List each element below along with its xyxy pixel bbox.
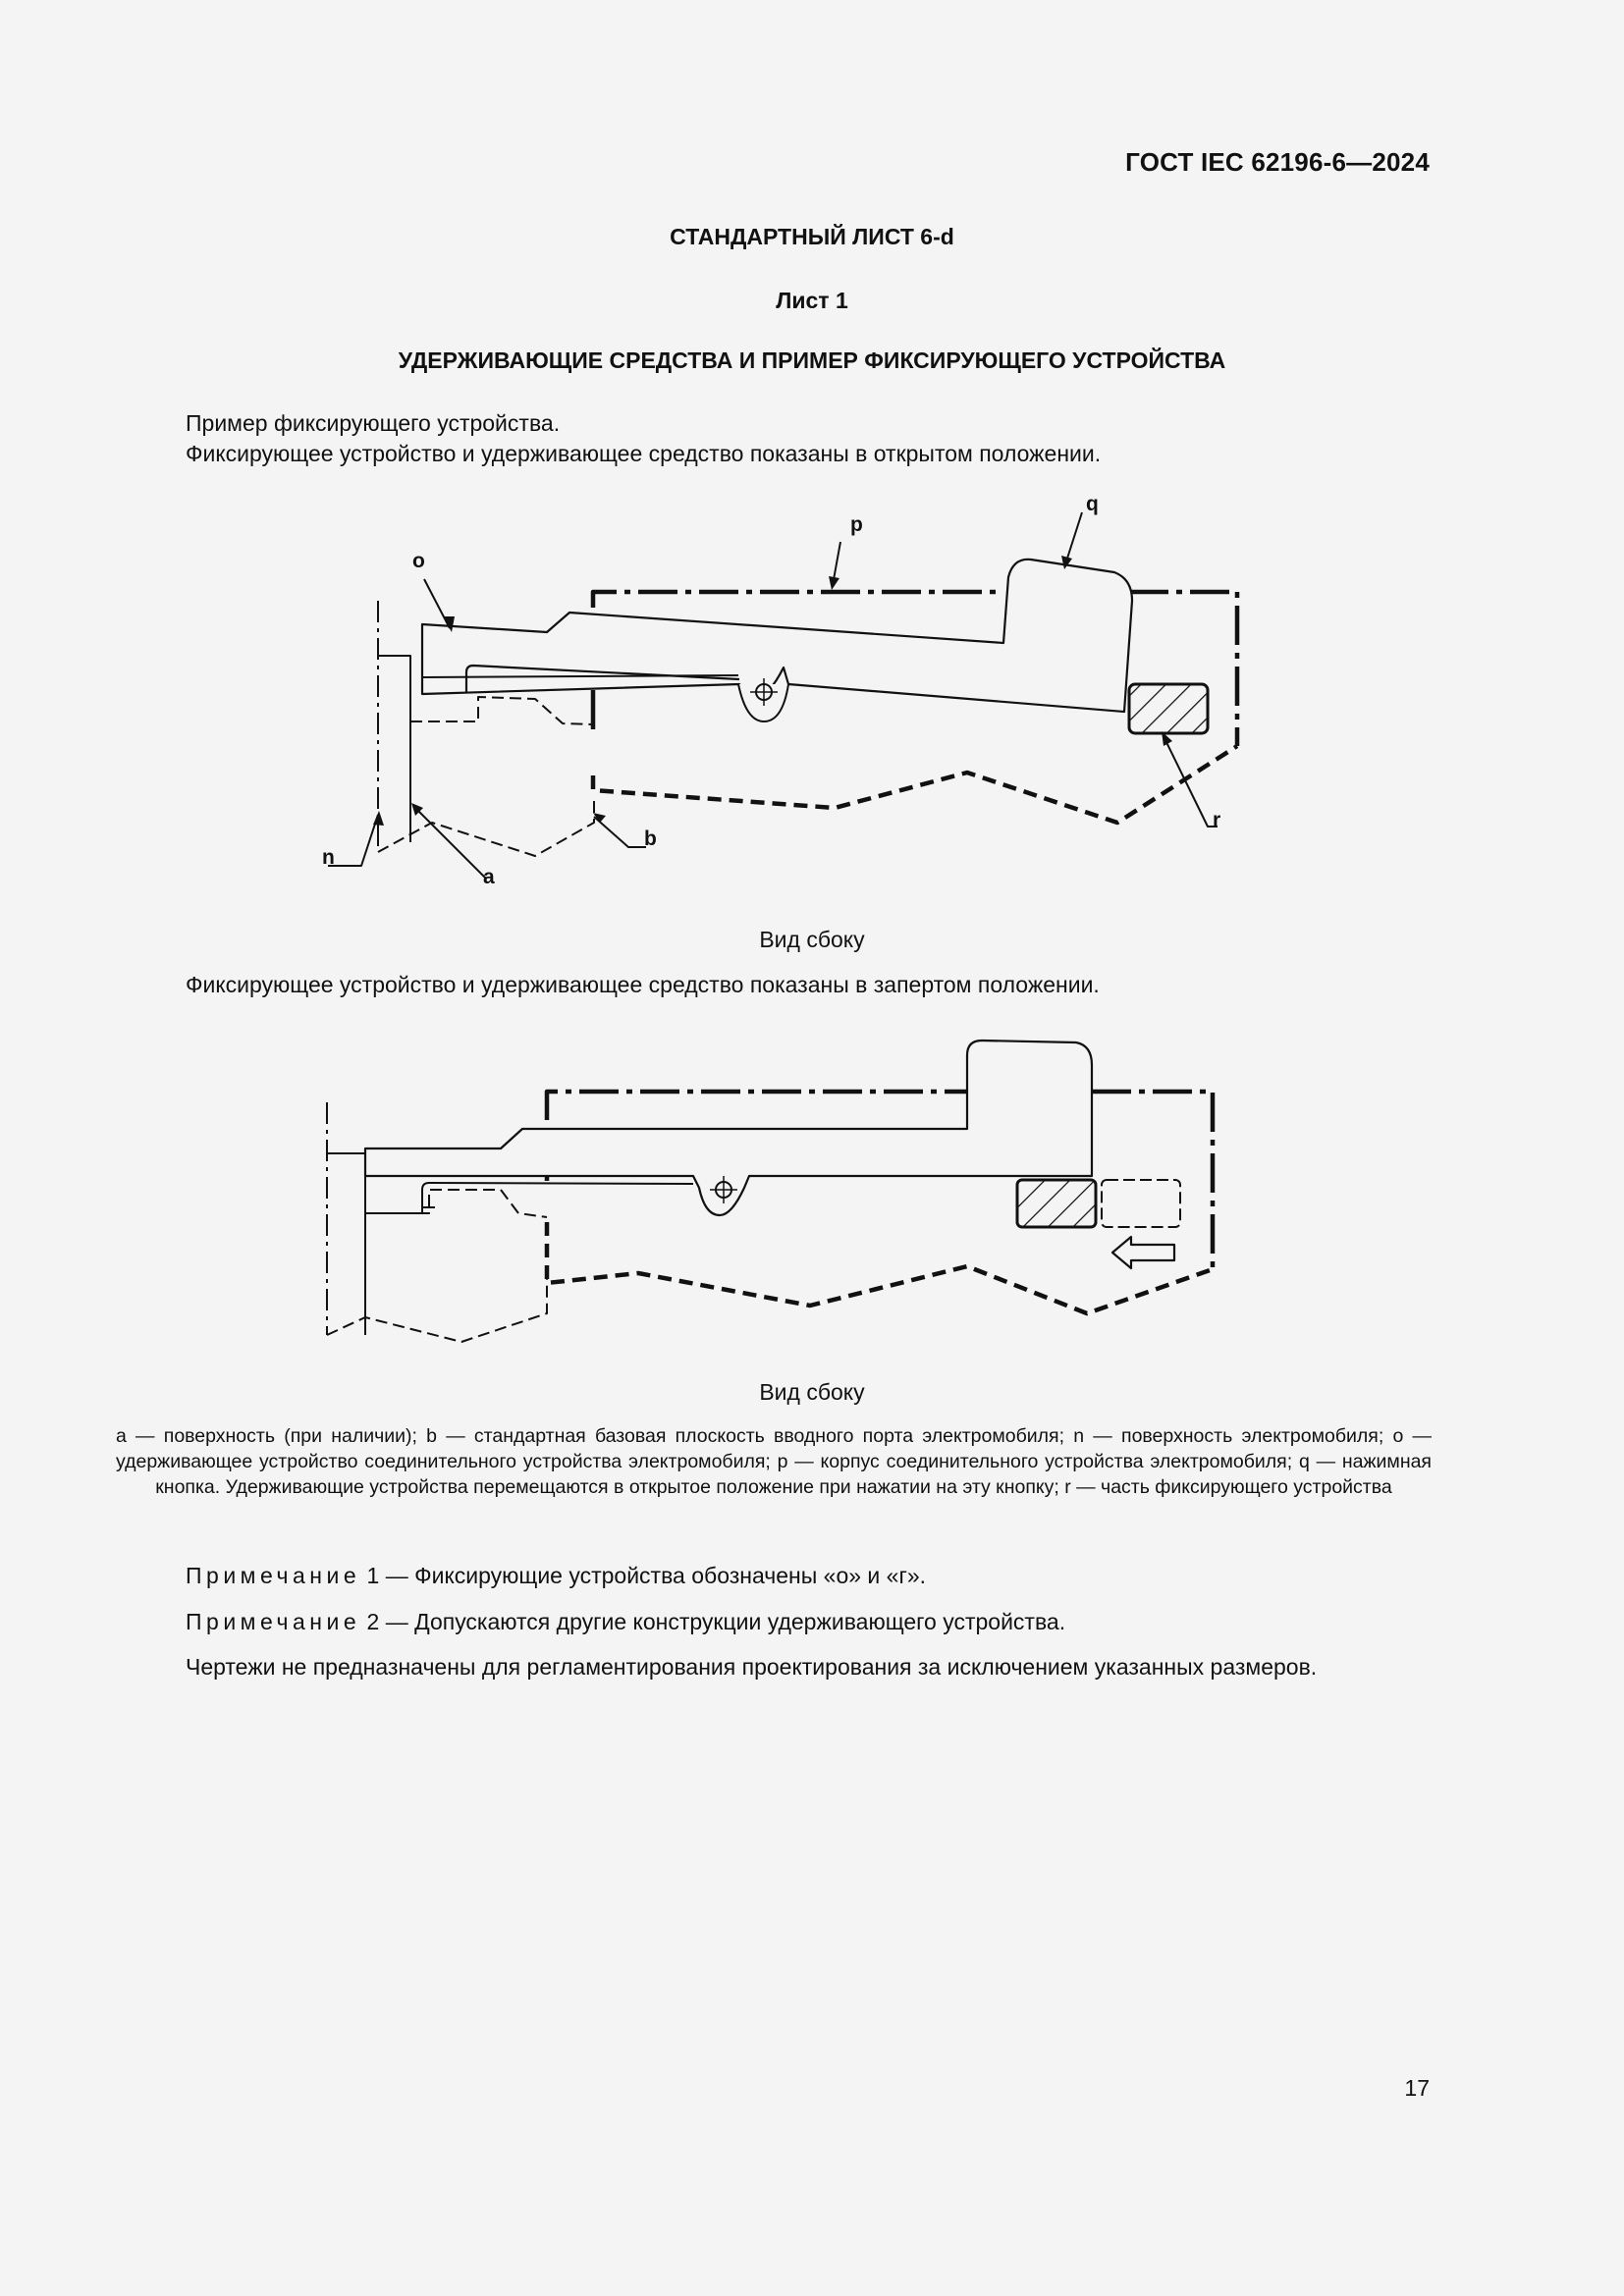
- figure2-caption: Вид сбоку: [759, 1379, 865, 1405]
- intro-line-1: Пример фиксирующего устройства.: [186, 410, 561, 436]
- figure-legend: a — поверхность (при наличии); b — стандартная базовая плоскость вводного порта электромобиля; n — поверхность электромобиля; o — удерживающее устройство соединительного устройства электромобиля; p — корпус соединительного устройства электромобиля; q — нажимная кнопка. Удерживающие устройства перемещаются в открытое положение при нажатии на эту кнопку; r — часть фиксирующего устройства: [116, 1425, 1432, 1498]
- note-1-label: Примечание: [186, 1563, 361, 1588]
- locking-part-r: [1129, 684, 1208, 733]
- figure-locked-position: [327, 1041, 1213, 1342]
- note-1-text: — Фиксирующие устройства обозначены «о» и «г».: [385, 1563, 927, 1588]
- note-2-label: Примечание: [186, 1609, 361, 1634]
- standard-header: ГОСТ IEC 62196-6—2024: [1125, 147, 1430, 177]
- label-a: a: [483, 866, 495, 888]
- note-1-number: 1: [366, 1563, 380, 1588]
- label-r: r: [1213, 809, 1221, 831]
- label-o: o: [412, 550, 425, 572]
- label-p: p: [850, 513, 863, 536]
- note-2: [186, 1609, 1065, 1635]
- drawings-disclaimer: Чертежи не предназначены для регламентирования проектирования за исключением указанных размеров.: [186, 1654, 1318, 1680]
- sheet-title: СТАНДАРТНЫЙ ЛИСТ 6-d: [670, 224, 954, 249]
- note-1: [186, 1563, 926, 1589]
- latch-pocket: [410, 697, 593, 724]
- locked-position-text: Фиксирующее устройство и удерживающее средство показаны в запертом положении.: [186, 972, 1100, 997]
- surface-n-plate: [378, 656, 410, 842]
- figure1-caption: Вид сбоку: [759, 927, 865, 952]
- label-b: b: [644, 828, 657, 850]
- label-n: n: [322, 846, 335, 869]
- page-number: 17: [1404, 2075, 1430, 2101]
- sheet-number: Лист 1: [776, 288, 848, 313]
- note-2-text: — Допускаются другие конструкции удерживающего устройства.: [385, 1609, 1066, 1634]
- label-q: q: [1086, 493, 1099, 515]
- housing-p-bottom: [593, 746, 1237, 823]
- section-title: УДЕРЖИВАЮЩИЕ СРЕДСТВА И ПРИМЕР ФИКСИРУЮЩЕГО УСТРОЙСТВА: [398, 347, 1226, 373]
- intro-line-2: Фиксирующее устройство и удерживающее средство показаны в открытом положении.: [186, 441, 1102, 466]
- note-2-number: 2: [366, 1609, 380, 1634]
